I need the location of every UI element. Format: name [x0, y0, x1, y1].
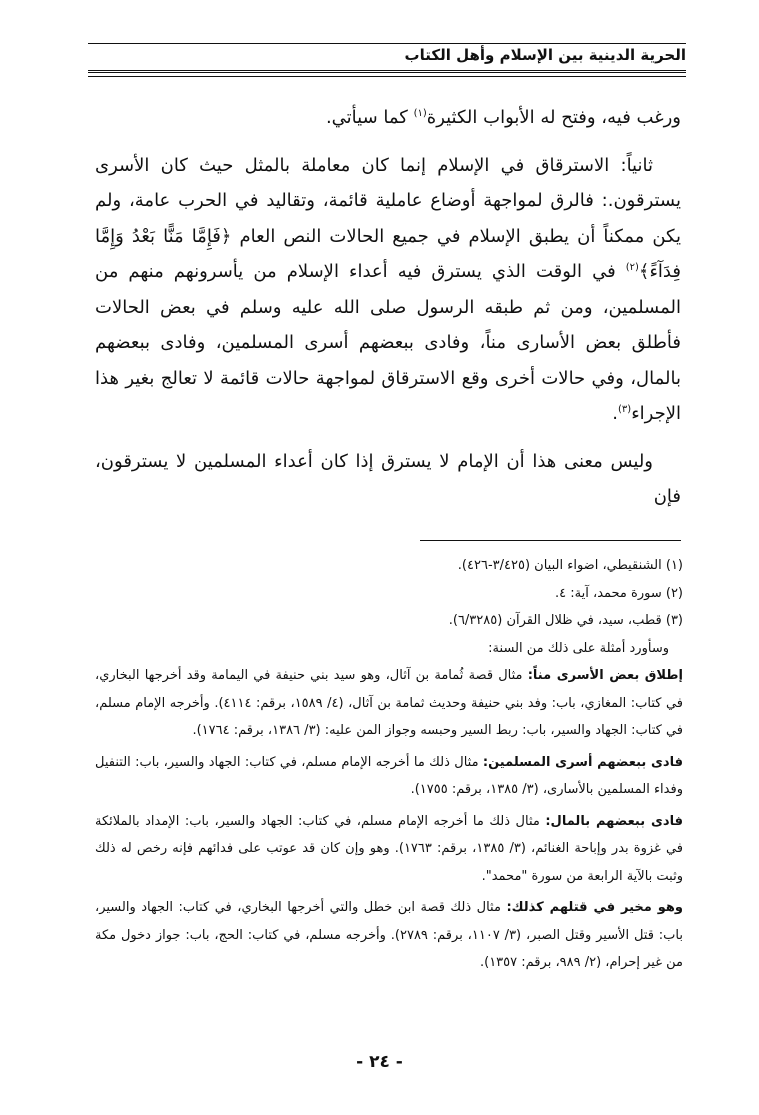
- paragraph-2-text-a: ثانياً: الاسترقاق في الإسلام إنما كان معاملة بالمثل حيث كان الأسرى يسترقون.: فالرق لمواجهة أوضاع عاملية قائمة، وتقاليد في الحرب عامة، ولم يكن ممكناً أن يطبق الإسلام في جميع الحالات النص العام ﴿فَإِمَّا مَنًّا بَعْدُ وَإِمَّا فِدَآءً﴾: [95, 154, 681, 282]
- footnote-3: (٣) قطب، سيد، في ظلال القرآن (٦/٣٢٨٥).: [448, 613, 683, 628]
- footnote-separator: [420, 540, 681, 541]
- running-header: الحرية الدينية بين الإسلام وأهل الكتاب: [404, 46, 686, 64]
- footnote-ref-1: (١): [413, 108, 427, 119]
- example-1-text: مثال قصة ثُمامة بن آثال، وهو سيد بني حنيفة في اليمامة وقد أخرجها البخاري، في كتاب: المغازي، باب: وفد بني حنيفة وحديث ثمامة بن آثال، (٤/ ١٥٨٩، برقم: ٤١١٤). وأخرجه الإمام مسلم، في كتاب: الجهاد والسير، باب: ربط السير وحبسه وجواز المن عليه: (٣/ ١٣٨٦، برقم: ١٧٦٤).: [95, 668, 684, 738]
- paragraph-2-end: .: [612, 403, 619, 424]
- example-4-label: وهو مخير في قتلهم كذلك:: [506, 900, 683, 915]
- header-top-rule: [88, 43, 686, 44]
- footnote-ref-3: (٣): [618, 404, 632, 415]
- example-3-label: فادى ببعضهم بالمال:: [545, 813, 683, 829]
- footnote-ref-2: (٢): [625, 262, 639, 273]
- footnote-example-1: [95, 662, 683, 745]
- footnote-2: (٢) سورة محمد، آية: ٤.: [555, 585, 683, 601]
- example-1-label: إطلاق بعض الأسرى مناً:: [527, 668, 683, 683]
- footnote-example-4: [95, 894, 683, 977]
- paragraph-1-text: ورغب فيه، وفتح له الأبواب الكثيرة: [426, 107, 681, 128]
- page-number: - ٢٤ -: [356, 1052, 403, 1072]
- paragraph-1: [95, 100, 681, 136]
- main-text: [95, 100, 681, 527]
- example-2-label: فادى ببعضهم أسرى المسلمين:: [482, 754, 683, 770]
- footnote-example-2: [95, 749, 683, 804]
- example-3-text: مثال ذلك ما أخرجه الإمام مسلم، في كتاب: الجهاد والسير، باب: الإمداد بالملائكة في غزوة بدر وإباحة الغنائم، (٣/ ١٣٨٥، برقم: ١٧٦٣). وهو وإن كان قد عوتب على فدائهم فإنه رخص له ذلك وثبت بالآية الرابعة من سورة "محمد".: [95, 813, 684, 884]
- paragraph-1-end: كما سيأتي.: [325, 107, 414, 128]
- paragraph-2-text-b: في الوقت الذي يسترق فيه أعداء الإسلام من يأسرونهم منهم من المسلمين، ومن ثم طبقه الرسول صلى الله عليه وسلم في بعض الحالات فأطلق بعض الأسارى مناً، وفادى ببعضهم أسرى المسلمين، وفادى ببعضهم بالمال، وفي حالات أخرى وقع الاسترقاق لمواجهة حالات قائمة لا تعالج بغير هذا الإجراء: [95, 261, 681, 424]
- footnote-1: (١) الشنقيطي، اضواء البيان (٣/٤٢٥-٤٢٦).: [457, 558, 683, 573]
- paragraph-2: [95, 148, 681, 432]
- footnotes: [95, 552, 683, 981]
- example-4-text: مثال ذلك قصة ابن خطل والتي أخرجها البخاري، في كتاب: الجهاد والسير، باب: قتل الأسير وقتل الصبر، (٣/ ١١٠٧، برقم: ٢٧٨٩). وأخرجه مسلم، في كتاب: الحج، باب: جواز دخول مكة من غير إحرام، (٢/ ٩٨٩، برقم: ١٣٥٧).: [95, 900, 684, 970]
- paragraph-3: وليس معنى هذا أن الإمام لا يسترق إذا كان أعداء المسلمين لا يسترقون، فإن: [95, 450, 681, 507]
- header-double-rule: [88, 70, 686, 77]
- footnote-example-3: [95, 808, 683, 891]
- footnote-intro: وسأورد أمثلة على ذلك من السنة:: [488, 640, 669, 656]
- example-2-text: مثال ذلك ما أخرجه الإمام مسلم، في كتاب: الجهاد والسير، باب: التنفيل وفداء المسلمين بالأسارى، (٣/ ١٣٨٥، برقم: ١٧٥٥).: [95, 754, 683, 797]
